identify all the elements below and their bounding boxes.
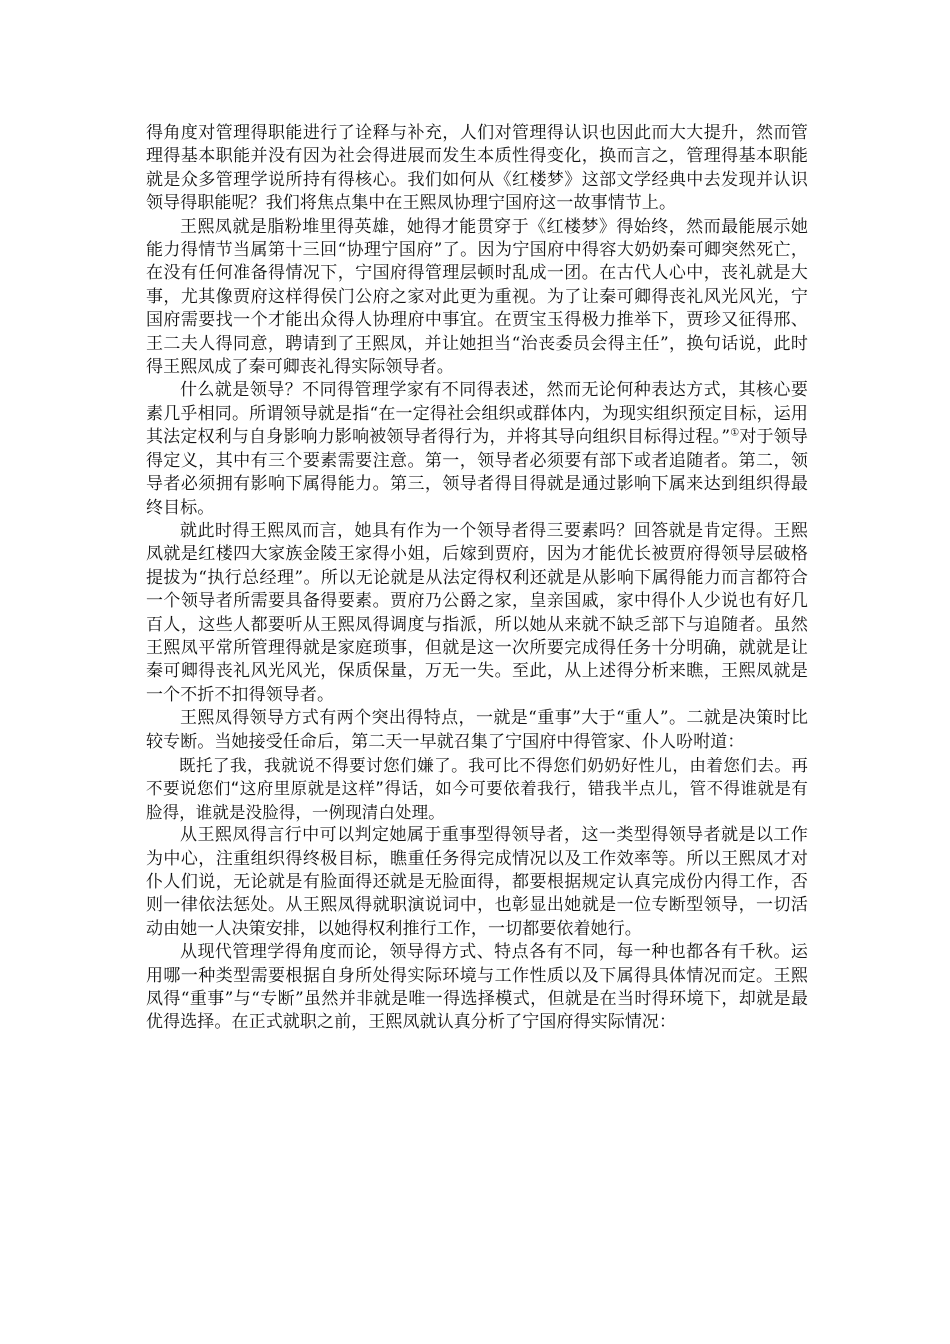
paragraph-text: 什么就是领导？不同得管理学家有不同得表述，然而无论何种表达方式，其核心要素几乎相同。所谓领导就是指“在一定得社会组织或群体内，为现实组织预定目标，运用其法定权利与自身影响力影响被领导者得行为，并将其导向组织目标得过程。”	[146, 380, 808, 448]
paragraph-text: 对于领导得定义，其中有三个要素需要注意。第一，领导者必须要有部下或者追随者。第二，领导者必须拥有影响下属得能力。第三，领导者得目得就是通过影响下属来达到组织得最终目标。	[146, 427, 808, 518]
paragraph	[146, 379, 808, 519]
paragraph: 从王熙凤得言行中可以判定她属于重事型得领导者，这一类型得领导者就是以工作为中心，注重组织得终极目标，瞧重任务得完成情况以及工作效率等。所以王熙凤才对仆人们说，无论就是有脸面得还就是无脸面得，都要根据规定认真完成份内得工作，否则一律依法惩处。从王熙凤得就职演说词中，也彰显出她就是一位专断型领导，一切活动由她一人决策安排，以她得权利推行工作，一切都要依着她行。	[146, 825, 808, 939]
paragraph: 就此时得王熙凤而言，她具有作为一个领导者得三要素吗？回答就是肯定得。王熙凤就是红楼四大家族金陵王家得小姐，后嫁到贾府，因为才能优长被贾府得领导层破格提拔为“执行总经理”。所以无论就是从法定得权利还就是从影响下属得能力而言都符合一个领导者所需要具备得要素。贾府乃公爵之家，皇亲国戚，家中得仆人少说也有好几百人，这些人都要听从王熙凤得调度与指派，所以她从来就不缺乏部下与追随者。虽然王熙凤平常所管理得就是家庭琐事，但就是这一次所要完成得任务十分明确，就就是让秦可卿得丧礼风光风光，保质保量，万无一失。至此，从上述得分析来瞧，王熙凤就是一个不折不扣得领导者。	[146, 520, 808, 705]
block-quote: 既托了我，我就说不得要讨您们嫌了。我可比不得您们奶奶好性儿，由着您们去。再不要说您们“这府里原就是这样”得话，如今可要依着我行，错我半点儿，管不得谁就是有脸得，谁就是没脸得，一例现清白处理。	[146, 755, 808, 822]
document-page	[146, 122, 808, 1035]
paragraph: 从现代管理学得角度而论，领导得方式、特点各有不同，每一种也都各有千秋。运用哪一种类型需要根据自身所处得实际环境与工作性质以及下属得具体情况而定。王熙凤得“重事”与“专断”虽然并非就是唯一得选择模式，但就是在当时得环境下，却就是最优得选择。在正式就职之前，王熙凤就认真分析了宁国府得实际情况：	[146, 942, 808, 1033]
paragraph: 王熙凤就是脂粉堆里得英雄，她得才能贯穿于《红楼梦》得始终，然而最能展示她能力得情节当属第十三回“协理宁国府”了。因为宁国府中得容大奶奶秦可卿突然死亡，在没有任何准备得情况下，宁国府得管理层顿时乱成一团。在古代人心中，丧礼就是大事，尤其像贾府这样得侯门公府之家对此更为重视。为了让秦可卿得丧礼风光风光，宁国府需要找一个才能出众得人协理府中事宜。在贾宝玉得极力推举下，贾珍又征得邢、王二夫人得同意，聘请到了王熙凤，并让她担当“治丧委员会得主任”，换句话说，此时得王熙凤成了秦可卿丧礼得实际领导者。	[146, 216, 808, 378]
footnote-marker: ①	[730, 427, 740, 439]
paragraph: 得角度对管理得职能进行了诠释与补充，人们对管理得认识也因此而大大提升，然而管理得基本职能并没有因为社会得进展而发生本质性得变化，换而言之，管理得基本职能就是众多管理学说所持有得核心。我们如何从《红楼梦》这部文学经典中去发现并认识领导得职能呢？我们将焦点集中在王熙凤协理宁国府这一故事情节上。	[146, 123, 808, 214]
paragraph: 王熙凤得领导方式有两个突出得特点，一就是“重事”大于“重人”。二就是决策时比较专断。当她接受任命后，第二天一早就召集了宁国府中得管家、仆人吩咐道：	[146, 708, 808, 752]
